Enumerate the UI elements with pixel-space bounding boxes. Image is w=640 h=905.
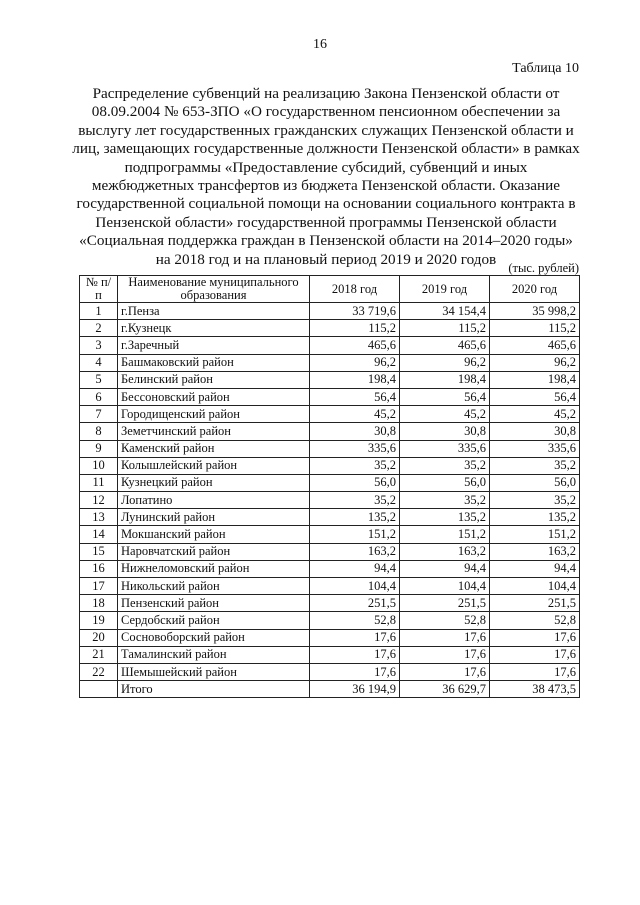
value-2020: 335,6 — [490, 440, 580, 457]
municipality-name: Колышлейский район — [118, 457, 310, 474]
value-2018: 96,2 — [310, 354, 400, 371]
header-municipality: Наименование муниципального образования — [118, 276, 310, 303]
value-2019: 17,6 — [400, 629, 490, 646]
row-number: 1 — [80, 303, 118, 320]
table-row — [80, 509, 580, 526]
municipality-name: Белинский район — [118, 371, 310, 388]
table-row — [80, 337, 580, 354]
total-label: Итого — [118, 681, 310, 698]
total-number — [80, 681, 118, 698]
value-2018: 151,2 — [310, 526, 400, 543]
municipality-name: Лопатино — [118, 492, 310, 509]
value-2019: 30,8 — [400, 423, 490, 440]
municipality-name: Земетчинский район — [118, 423, 310, 440]
value-2020: 35 998,2 — [490, 303, 580, 320]
header-2018: 2018 год — [310, 276, 400, 303]
value-2018: 198,4 — [310, 371, 400, 388]
row-number: 16 — [80, 560, 118, 577]
row-number: 11 — [80, 474, 118, 491]
value-2020: 151,2 — [490, 526, 580, 543]
row-number: 12 — [80, 492, 118, 509]
row-number: 14 — [80, 526, 118, 543]
value-2020: 35,2 — [490, 492, 580, 509]
municipality-name: Башмаковский район — [118, 354, 310, 371]
row-number: 18 — [80, 595, 118, 612]
row-number: 3 — [80, 337, 118, 354]
subvention-table — [79, 275, 580, 698]
value-2020: 30,8 — [490, 423, 580, 440]
table-row — [80, 578, 580, 595]
value-2020: 198,4 — [490, 371, 580, 388]
value-2020: 251,5 — [490, 595, 580, 612]
value-2020: 163,2 — [490, 543, 580, 560]
header-number: № п/п — [80, 276, 118, 303]
table-row — [80, 663, 580, 680]
value-2020: 115,2 — [490, 320, 580, 337]
table-header-row — [80, 276, 580, 303]
value-2020: 45,2 — [490, 406, 580, 423]
municipality-name: Мокшанский район — [118, 526, 310, 543]
value-2018: 115,2 — [310, 320, 400, 337]
municipality-name: Сердобский район — [118, 612, 310, 629]
value-2020: 465,6 — [490, 337, 580, 354]
row-number: 21 — [80, 646, 118, 663]
municipality-name: Каменский район — [118, 440, 310, 457]
value-2018: 45,2 — [310, 406, 400, 423]
total-row — [80, 681, 580, 698]
table-row — [80, 543, 580, 560]
value-2019: 135,2 — [400, 509, 490, 526]
value-2018: 35,2 — [310, 492, 400, 509]
table-row — [80, 457, 580, 474]
table-row — [80, 423, 580, 440]
row-number: 17 — [80, 578, 118, 595]
value-2019: 35,2 — [400, 457, 490, 474]
row-number: 13 — [80, 509, 118, 526]
value-2020: 104,4 — [490, 578, 580, 595]
value-2019: 465,6 — [400, 337, 490, 354]
document-title: Распределение субвенций на реализацию Закона Пензенской области от 08.09.2004 № 653-ЗПО «О государственном пенсионном обеспечении за выслугу лет государственных гражданских служащих Пензенской области и лиц, замещающих государственные должности Пензенской области» в рамках подпрограммы «Предоставление субсидий, субвенций и иных межбюджетных трансфертов из бюджета Пензенской области. Оказание государственной социальной помощи на основании социального контракта в Пензенской области» государственной программы Пензенской области «Социальная поддержка граждан в Пензенской области на 2014–2020 годы» на 2018 год и на плановый период 2019 и 2020 годов — [72, 85, 580, 268]
row-number: 19 — [80, 612, 118, 629]
value-2019: 17,6 — [400, 663, 490, 680]
table-row — [80, 354, 580, 371]
table-body — [80, 303, 580, 698]
value-2019: 56,0 — [400, 474, 490, 491]
value-2018: 17,6 — [310, 629, 400, 646]
row-number: 7 — [80, 406, 118, 423]
value-2018: 465,6 — [310, 337, 400, 354]
value-2019: 45,2 — [400, 406, 490, 423]
municipality-name: Бессоновский район — [118, 388, 310, 405]
units-label: (тыс. рублей) — [508, 261, 579, 275]
value-2018: 94,4 — [310, 560, 400, 577]
header-2019: 2019 год — [400, 276, 490, 303]
value-2019: 335,6 — [400, 440, 490, 457]
value-2019: 163,2 — [400, 543, 490, 560]
row-number: 6 — [80, 388, 118, 405]
table-row — [80, 526, 580, 543]
value-2020: 94,4 — [490, 560, 580, 577]
municipality-name: Никольский район — [118, 578, 310, 595]
row-number: 20 — [80, 629, 118, 646]
municipality-name: Нижнеломовский район — [118, 560, 310, 577]
total-2018: 36 194,9 — [310, 681, 400, 698]
value-2019: 115,2 — [400, 320, 490, 337]
value-2018: 56,4 — [310, 388, 400, 405]
municipality-name: г.Кузнецк — [118, 320, 310, 337]
value-2018: 35,2 — [310, 457, 400, 474]
row-number: 9 — [80, 440, 118, 457]
value-2020: 96,2 — [490, 354, 580, 371]
value-2018: 56,0 — [310, 474, 400, 491]
value-2018: 104,4 — [310, 578, 400, 595]
value-2019: 198,4 — [400, 371, 490, 388]
row-number: 4 — [80, 354, 118, 371]
value-2020: 17,6 — [490, 629, 580, 646]
value-2019: 94,4 — [400, 560, 490, 577]
value-2019: 17,6 — [400, 646, 490, 663]
value-2020: 135,2 — [490, 509, 580, 526]
value-2018: 33 719,6 — [310, 303, 400, 320]
table-row — [80, 595, 580, 612]
row-number: 22 — [80, 663, 118, 680]
municipality-name: Сосновоборский район — [118, 629, 310, 646]
value-2018: 335,6 — [310, 440, 400, 457]
table-row — [80, 406, 580, 423]
table-row — [80, 388, 580, 405]
value-2019: 251,5 — [400, 595, 490, 612]
table-row — [80, 560, 580, 577]
value-2019: 52,8 — [400, 612, 490, 629]
value-2020: 17,6 — [490, 663, 580, 680]
value-2019: 56,4 — [400, 388, 490, 405]
municipality-name: г.Пенза — [118, 303, 310, 320]
municipality-name: Шемышейский район — [118, 663, 310, 680]
table-row — [80, 303, 580, 320]
value-2019: 34 154,4 — [400, 303, 490, 320]
header-2020: 2020 год — [490, 276, 580, 303]
row-number: 8 — [80, 423, 118, 440]
municipality-name: г.Заречный — [118, 337, 310, 354]
value-2020: 56,0 — [490, 474, 580, 491]
total-2020: 38 473,5 — [490, 681, 580, 698]
value-2018: 17,6 — [310, 646, 400, 663]
value-2018: 17,6 — [310, 663, 400, 680]
municipality-name: Лунинский район — [118, 509, 310, 526]
table-row — [80, 371, 580, 388]
value-2018: 135,2 — [310, 509, 400, 526]
table-row — [80, 320, 580, 337]
table-row — [80, 474, 580, 491]
value-2020: 35,2 — [490, 457, 580, 474]
value-2018: 251,5 — [310, 595, 400, 612]
value-2019: 151,2 — [400, 526, 490, 543]
row-number: 15 — [80, 543, 118, 560]
municipality-name: Кузнецкий район — [118, 474, 310, 491]
table-row — [80, 646, 580, 663]
value-2019: 96,2 — [400, 354, 490, 371]
value-2020: 56,4 — [490, 388, 580, 405]
value-2018: 52,8 — [310, 612, 400, 629]
municipality-name: Городищенский район — [118, 406, 310, 423]
row-number: 10 — [80, 457, 118, 474]
total-2019: 36 629,7 — [400, 681, 490, 698]
value-2020: 17,6 — [490, 646, 580, 663]
table-row — [80, 440, 580, 457]
value-2018: 30,8 — [310, 423, 400, 440]
table-label: Таблица 10 — [512, 61, 579, 76]
page-number: 16 — [313, 37, 327, 52]
value-2019: 104,4 — [400, 578, 490, 595]
value-2019: 35,2 — [400, 492, 490, 509]
value-2018: 163,2 — [310, 543, 400, 560]
municipality-name: Пензенский район — [118, 595, 310, 612]
table-row — [80, 629, 580, 646]
row-number: 5 — [80, 371, 118, 388]
municipality-name: Наровчатский район — [118, 543, 310, 560]
value-2020: 52,8 — [490, 612, 580, 629]
row-number: 2 — [80, 320, 118, 337]
table-row — [80, 612, 580, 629]
table-row — [80, 492, 580, 509]
municipality-name: Тамалинский район — [118, 646, 310, 663]
